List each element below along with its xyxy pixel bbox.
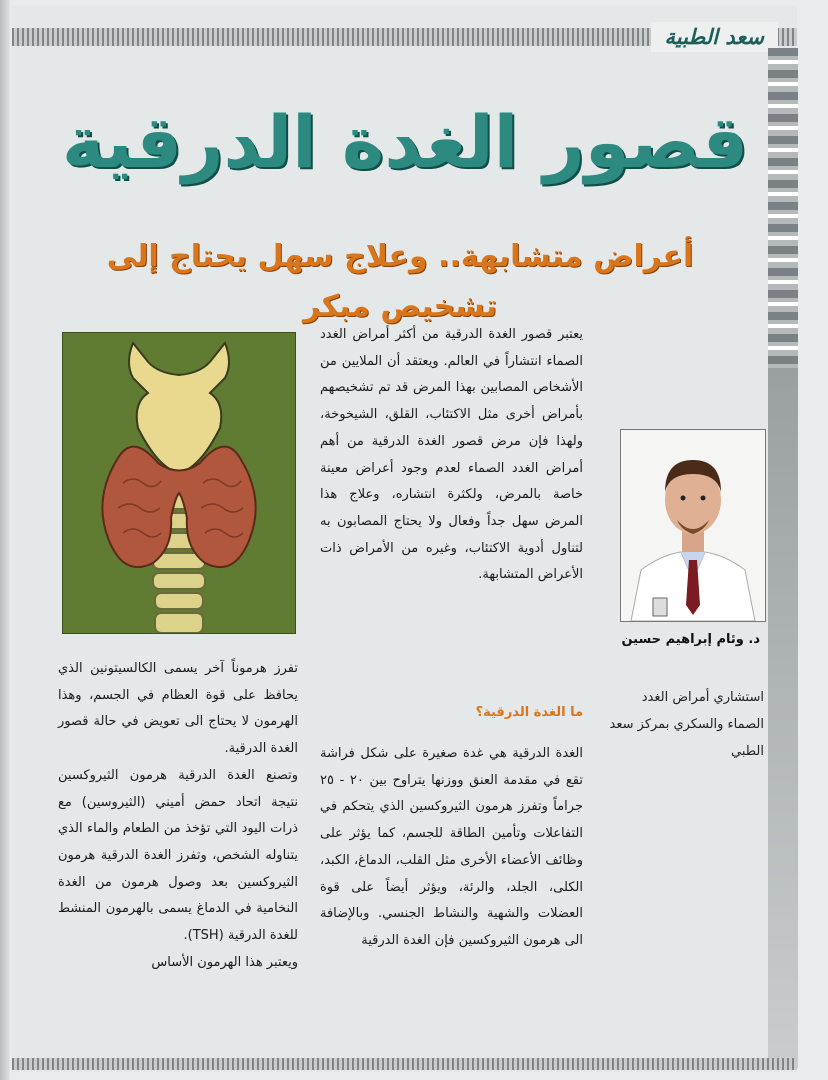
thyroid-illustration [62,332,296,634]
left-paragraph-1: تفرز هرموناً آخر يسمى الكالسيتونين الذي يحافظ على قوة العظام في الجسم، وهذا الهرمون لا يحتاج الى تعويض في حالة قصور الغدة الدرقية. [58,661,298,757]
left-paragraph-2: وتصنع الغدة الدرقية هرمون الثيروكسين نتيجة اتحاد حمض أميني (الثيروسين) مع ذرات اليود التي تؤخذ من الطعام والماء الذي يتناوله الشخص، وتفرز الغدة الدرقية هرمون الثيروكسين بعد وصول هرمون من الغدة النخامية في الدماغ يسمى بالهرمون المنشط للغدة الدرقية (TSH). [58,767,298,944]
article-title: قصور الغدة الدرقية [61,100,749,184]
left-column [58,656,298,976]
scan-edge [0,0,10,1080]
bottom-rule [12,1058,797,1070]
author-photo [620,429,766,622]
author-name: د. وئام إبراهيم حسين [621,632,760,647]
body-paragraph: الغدة الدرقية هي غدة صغيرة على شكل فراشة تقع في مقدمة العنق ووزنها يتراوح بين ٢٠ - ٢٥ جراماً وتفرز هرمون الثيروكسين الذي يتحكم في التفاعلات وتأمين الطاقة للجسم، كما يؤثر على وظائف الأعضاء الأخرى مثل القلب، الدماغ، الكبد، الكلى، الجلد، والرئة، ويؤثر أيضاً على قوة العضلات والشهية والنشاط الجنسي. وبالإضافة الى هرمون الثيروكسين فإن الغدة الدرقية [320,746,583,948]
author-role: استشاري أمراض الغدد الصماء والسكري بمركز سعد الطبي [609,690,764,759]
subheading: ما الغدة الدرقية؟ [475,705,583,720]
left-paragraph-3: ويعتبر هذا الهرمون الأساس [151,954,298,970]
article-subtitle: أعراض متشابهة.. وعلاج سهل يحتاج إلى تشخيص مبكر [106,239,694,324]
side-decoration-bar [768,368,798,1068]
body-column [320,741,583,955]
section-label: سعد الطبية [651,22,778,52]
intro-paragraph: يعتبر قصور الغدة الدرقية من أكثر أمراض الغدد الصماء انتشاراً في العالم. ويعتقد أن الملايين من الأشخاص المصابين بهذا المرض قد تم تشخيصهم بأمراض أخرى مثل الاكتئاب، القلق، الشيخوخة، ولهذا فإن مرض قصور الغدة الدرقية من أهم أمراض الغدد الصماء لعدم وجود أعراض معينة خاصة بالمرض، ولكثرة انتشاره، وعلاج هذا المرض سهل جداً وفعال ولا يحتاج المصابون به لتناول أدوية الاكتئاب، وغيره من الأمراض ذات الأعراض المتشابهة. [320,327,583,583]
side-decoration-strip [768,48,798,368]
intro-column [320,322,583,589]
